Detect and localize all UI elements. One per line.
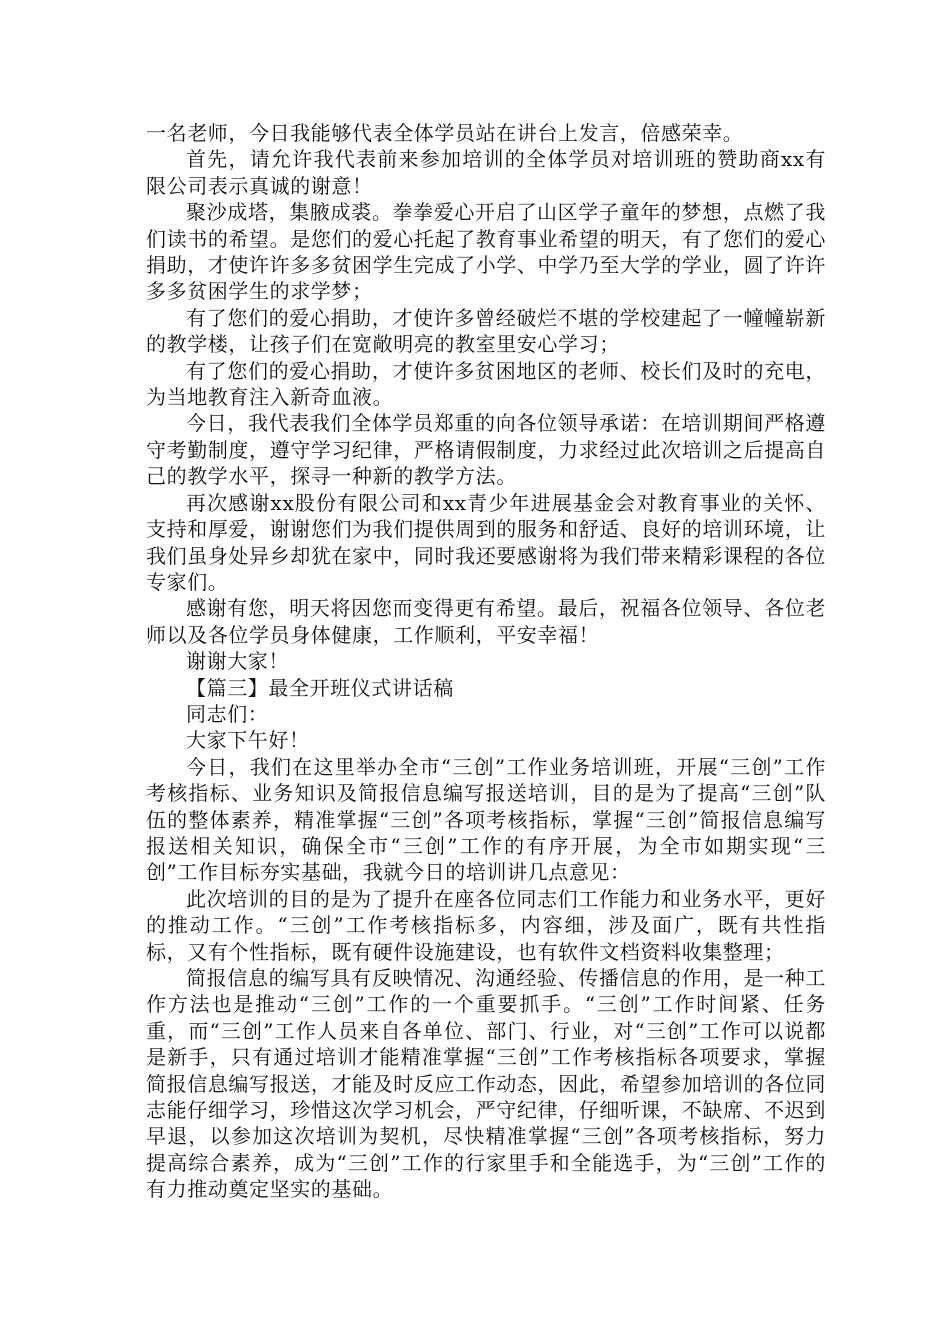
paragraph-5: 有了您们的爱心捐助，才使许多贫困地区的老师、校长们及时的充电，为当地教育注入新奇血液。 <box>146 358 826 410</box>
paragraph-15: 简报信息的编写具有反映情况、沟通经验、传播信息的作用，是一种工作方法也是推动“三创”工作的一个重要抓手。“三创”工作时间紧、任务重，而“三创”工作人员来自各单位、部门、行业，对“三创”工作可以说都是新手，只有通过培训才能精准掌握“三创”工作考核指标各项要求，掌握简报信息编写报送，才能及时反应工作动态，因此，希望参加培训的各位同志能仔细学习，珍惜这次学习机会，严守纪律，仔细听课，不缺席、不迟到早退，以参加这次培训为契机，尽快精准掌握“三创”各项考核指标，努力提高综合素养，成为“三创”工作的行家里手和全能选手，为“三创”工作的有力推动奠定坚实的基础。 <box>146 966 826 1202</box>
paragraph-1: 一名老师，今日我能够代表全体学员站在讲台上发言，倍感荣幸。 <box>146 121 744 145</box>
section-heading: 【篇三】最全开班仪式讲话稿 <box>186 675 454 700</box>
paragraph-2: 首先，请允许我代表前来参加培训的全体学员对培训班的赞助商xx有限公司表示真诚的谢意！ <box>146 147 826 198</box>
salutation: 同志们： <box>186 701 269 726</box>
paragraph-13: 今日，我们在这里举办全市“三创”工作业务培训班，开展“三创”工作考核指标、业务知识及简报信息编写报送培训，目的是为了提高“三创”队伍的整体素养，精准掌握“三创”各项考核指标，掌握“三创”简报信息编写报送相关知识，确保全市“三创”工作的有序开展，为全市如期实现“三创”工作目标夯实基础，我就今日的培训讲几点意见： <box>146 754 826 885</box>
paragraph-8: 感谢有您，明天将因您而变得更有希望。最后，祝福各位领导、各位老师以及各位学员身体健康，工作顺利，平安幸福！ <box>146 596 826 647</box>
document-body <box>146 120 826 1203</box>
paragraph-3: 聚沙成塔，集腋成裘。拳拳爱心开启了山区学子童年的梦想，点燃了我们读书的希望。是您们的爱心托起了教育事业希望的明天，有了您们的爱心捐助，才使许许多多贫困学生完成了小学、中学乃至大学的学业，圆了许许多多贫困学生的求学梦； <box>146 200 826 304</box>
paragraph-7: 再次感谢xx股份有限公司和xx青少年进展基金会对教育事业的关怀、支持和厚爱，谢谢您们为我们提供周到的服务和舒适、良好的培训环境，让我们虽身处异乡却犹在家中，同时我还要感谢将为我们带来精彩课程的各位专家们。 <box>146 490 826 594</box>
greeting: 大家下午好！ <box>186 728 310 753</box>
paragraph-4: 有了您们的爱心捐助，才使许多曾经破烂不堪的学校建起了一幢幢崭新的教学楼，让孩子们在宽敞明亮的教室里安心学习； <box>146 305 826 357</box>
closing-thanks: 谢谢大家！ <box>186 649 289 674</box>
paragraph-14: 此次培训的目的是为了提升在座各位同志们工作能力和业务水平，更好的推动工作。“三创”工作考核指标多，内容细，涉及面广，既有共性指标，又有个性指标，既有硬件设施建设，也有软件文档资料收集整理； <box>146 886 826 964</box>
paragraph-6: 今日，我代表我们全体学员郑重的向各位领导承诺：在培训期间严格遵守考勤制度，遵守学习纪律，严格请假制度，力求经过此次培训之后提高自己的教学水平，探寻一种新的教学方法。 <box>146 411 826 489</box>
